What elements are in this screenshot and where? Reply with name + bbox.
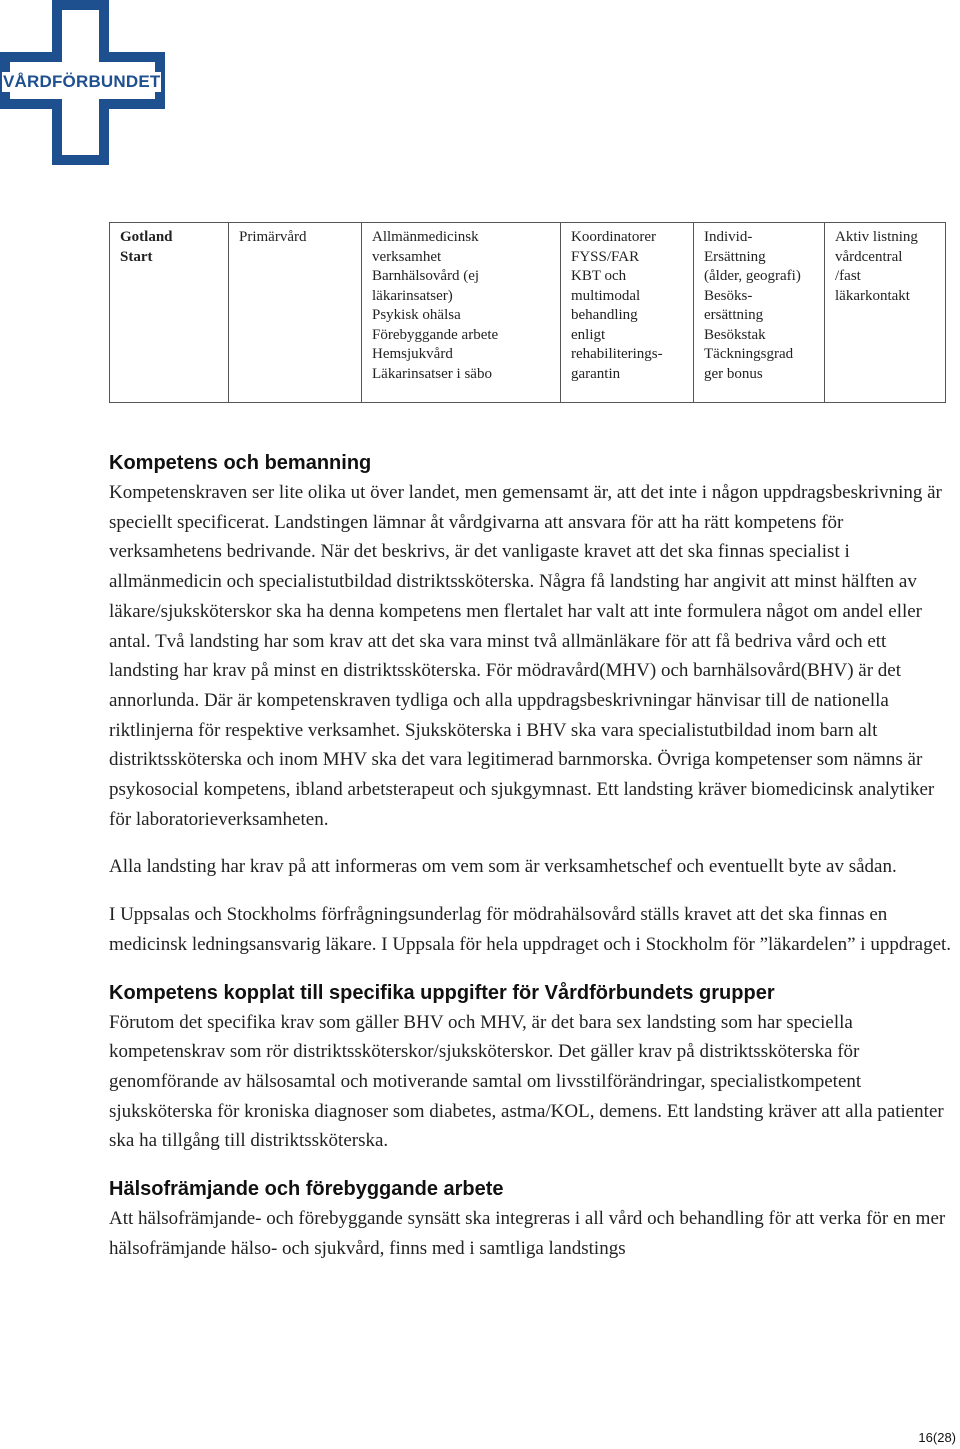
table-cell-line: vårdcentral bbox=[835, 248, 903, 265]
paragraph: Att hälsofrämjande- och förebyggande synsätt ska integreras i all vård och behandling för att verka för en mer hälsofrämjande hälso- och sjukvård, finns med i samtliga landstings bbox=[109, 1208, 946, 1259]
table-cell-line: multimodal bbox=[571, 287, 641, 304]
section-heading: Kompetens kopplat till specifika uppgifter för Vårdförbundets grupper bbox=[109, 981, 775, 1004]
table-cell-line: Allmänmedicinsk bbox=[372, 229, 479, 245]
table-cell-region bbox=[110, 223, 229, 403]
info-table bbox=[109, 222, 946, 403]
table-cell-line: Gotland bbox=[120, 229, 173, 245]
paragraph: I Uppsalas och Stockholms förfrågningsunderlag för mödrahälsovård ställs kravet att det ska finnas en medicinsk ledningsansvarig läkare. I Uppsala för hela uppdraget och i Stockholm för ”läkardelen” i uppdraget. bbox=[109, 904, 952, 955]
section-heading: Hälsofrämjande och förebyggande arbete bbox=[109, 1178, 504, 1201]
table-cell-methods bbox=[561, 223, 694, 403]
paragraph: Kompetenskraven ser lite olika ut över landet, men gemensamt är, att det inte i någon uppdragsbeskrivning är speciellt specificerat. Landstingen lämnar åt vårdgivarna att ansvara för att ha rätt kompetens för verksamhetens bedrivande. När det beskrivs, är det vanligaste kravet att det ska finnas specialist i allmänmedicin och specialistutbildad distriktssköterska. Några få landsting har angivit att minst hälften av läkare/sjuksköterskor ska ha denna kompetens men flertalet har valt att inte formulera något om andel eller antal. Två landsting har som krav att det ska vara minst två allmänläkare för att få bedriva vård och ett landsting har krav på minst en distriktssköterska. För mödravård(MHV) och barnhälsovård(BHV) är det annorlunda. Där är kompetenskraven tydliga och alla uppdragsbeskrivningar hänvisar till de nationella riktlinjerna för respektive verksamhet. Sjuksköterska i BHV ska vara specialistutbildad inom barn alt distriktssköterska och inom MHV ska det vara legitimerad barnmorska. Övriga kompetenser som nämns är psykosocial kompetens, ibland arbetsterapeut och sjukgymnast. Ett landsting kräver biomedicinsk analytiker för laboratorieverksamheten. bbox=[109, 482, 942, 830]
table-cell-line: behandling bbox=[571, 307, 638, 323]
document-body bbox=[109, 448, 959, 1263]
table-row bbox=[110, 223, 946, 403]
table-cell-line: KBT och bbox=[571, 268, 627, 284]
table-cell-line: Täckningsgrad bbox=[704, 346, 794, 362]
table-cell-line: Koordinatorer bbox=[571, 229, 656, 245]
paragraph: Alla landsting har krav på att informeras om vem som är verksamhetschef och eventuellt byte av sådan. bbox=[109, 856, 897, 878]
table-cell-line: Besökstak bbox=[704, 326, 766, 343]
table-cell-listing bbox=[825, 223, 946, 403]
table-cell-line: Aktiv listning bbox=[835, 229, 918, 245]
table-cell-line: Förebyggande arbete bbox=[372, 326, 499, 343]
table-cell-line: ger bonus bbox=[704, 365, 763, 382]
table-cell-line: Ersättning bbox=[704, 248, 766, 265]
table-cell-line: enligt bbox=[571, 326, 606, 343]
table-cell-line: FYSS/FAR bbox=[571, 248, 640, 265]
logo-text: VÅRDFÖRBUNDET bbox=[3, 72, 161, 91]
table-cell-services bbox=[362, 223, 561, 403]
table-cell-line: Psykisk ohälsa bbox=[372, 307, 461, 323]
table-cell-line: läkarkontakt bbox=[835, 287, 910, 304]
table-cell-compensation bbox=[694, 223, 825, 403]
table-cell-line: ersättning bbox=[704, 307, 764, 323]
table-cell-line: garantin bbox=[571, 365, 621, 382]
table-cell-line: Barnhälsovård (ej bbox=[372, 268, 480, 284]
table-cell-line: Läkarinsatser i säbo bbox=[372, 365, 492, 382]
section-heading: Kompetens och bemanning bbox=[109, 452, 372, 474]
table-cell-line: rehabiliterings- bbox=[571, 346, 663, 362]
table-cell-category bbox=[229, 223, 362, 403]
page-number: 16(28) bbox=[918, 1430, 956, 1445]
table-cell-line: (ålder, geografi) bbox=[704, 268, 801, 284]
table-cell-line: Primärvård bbox=[239, 229, 307, 245]
table-cell-line: Besöks- bbox=[704, 287, 753, 304]
table-cell-line: /fast bbox=[835, 268, 861, 284]
table-cell-line: Hemsjukvård bbox=[372, 346, 453, 362]
table-cell-line: Start bbox=[120, 248, 153, 265]
table-cell-line: Individ- bbox=[704, 229, 753, 245]
table-cell-line: läkarinsatser) bbox=[372, 287, 453, 304]
table-cell-line: verksamhet bbox=[372, 248, 442, 265]
paragraph: Förutom det specifika krav som gäller BHV och MHV, är det bara sex landsting som har speciella kompetenskrav som rör distriktssköterskor/sjuksköterskor. Det gäller krav på distriktssköterska för genomförande av hälsosamtal och motiverande samtal om livsstilförändringar, specialistkompetent sjuksköterska för kroniska diagnoser som diabetes, astma/KOL, demens. Ett landsting kräver att alla patienter ska ha tillgång till distriktssköterska. bbox=[109, 1011, 944, 1152]
